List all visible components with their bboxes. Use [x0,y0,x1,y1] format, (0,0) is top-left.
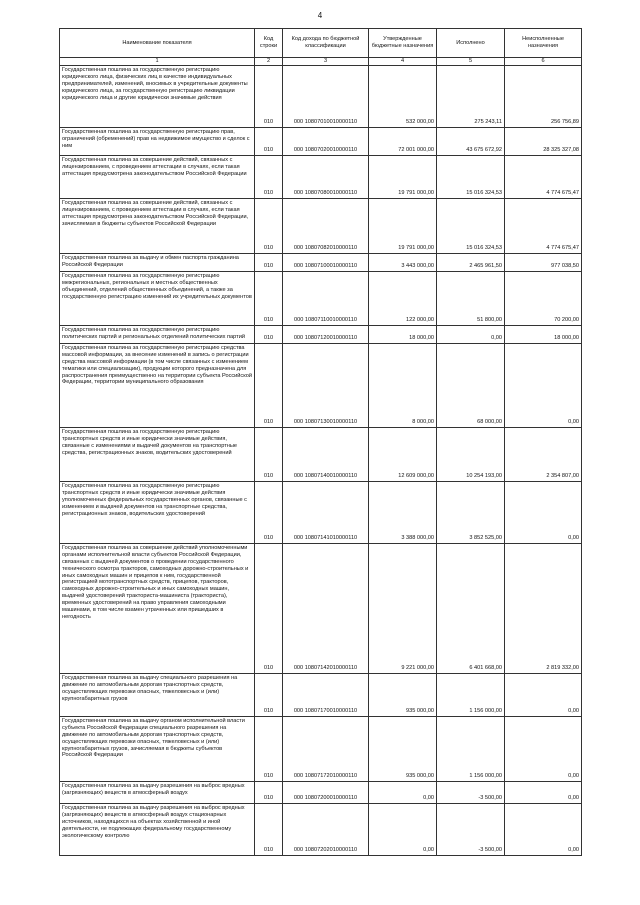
row-approved: 72 001 000,00 [369,127,437,155]
col-number: 4 [369,58,437,66]
table-row [60,803,582,855]
row-approved: 0,00 [369,781,437,803]
row-name: Государственная пошлина за государственную регистрацию прав, ограничений (обременений) прав на недвижимое имущество и сделок с ним [60,127,255,155]
row-approved: 3 388 000,00 [369,481,437,543]
row-name: Государственная пошлина за совершение действий, связанных с лицензированием, с проведением аттестации в случаях, если такая аттестация предусмотрена законодательством Российской Федерации, зачисляемая в бюджеты субъектов Российской Федерации [60,198,255,253]
row-executed: 0,00 [437,325,505,343]
row-code: 010 [255,803,283,855]
row-unexecuted: 0,00 [505,803,582,855]
row-code: 010 [255,198,283,253]
row-unexecuted: 0,00 [505,673,582,716]
table-row [60,427,582,481]
row-approved: 12 609 000,00 [369,427,437,481]
row-approved: 935 000,00 [369,716,437,781]
row-name: Государственная пошлина за совершение действий, связанных с лицензированием, с проведением аттестации в случаях, если такая аттестация предусмотрена законодательством Российской Федерации [60,155,255,198]
row-code: 010 [255,155,283,198]
row-unexecuted: 2 354 807,00 [505,427,582,481]
row-name: Государственная пошлина за выдачу и обмен паспорта гражданина Российской Федерации [60,253,255,271]
row-name: Государственная пошлина за выдачу специального разрешения на движение по автомобильным дорогам транспортных средств, осуществляющих перевозки опасных, тяжеловесных и (или) крупногабаритных грузов [60,673,255,716]
row-kbk: 000 10807080010000110 [283,155,369,198]
col-header-unexecuted: Неисполненные назначения [505,29,582,58]
row-kbk: 000 10807142010000110 [283,543,369,673]
row-kbk: 000 10807141010000110 [283,481,369,543]
row-approved: 19 791 000,00 [369,155,437,198]
row-name: Государственная пошлина за выдачу разрешения на выброс вредных (загрязняющих) веществ в атмосферный воздух [60,781,255,803]
row-code: 010 [255,65,283,127]
row-unexecuted: 256 756,89 [505,65,582,127]
col-header-kbk: Код дохода по бюджетной классификации [283,29,369,58]
table-row [60,716,582,781]
row-code: 010 [255,271,283,325]
row-approved: 532 000,00 [369,65,437,127]
row-unexecuted: 18 000,00 [505,325,582,343]
table-row [60,543,582,673]
table-row [60,155,582,198]
table-row [60,253,582,271]
row-unexecuted: 70 200,00 [505,271,582,325]
row-name: Государственная пошлина за государственную регистрацию средства массовой информации, за внесение изменений в запись о регистрации средства массовой информации (в том числе связанных с изменением тематики или специализации), продукции которого предназначена для распространения преимущественно на территории субъекта Российской Федерации, территории муниципального образования [60,343,255,427]
row-code: 010 [255,543,283,673]
row-approved: 122 000,00 [369,271,437,325]
row-name: Государственная пошлина за выдачу разрешения на выброс вредных (загрязняющих) веществ в атмосферный воздух стационарных источников, находящихся на объектах хозяйственной и иной деятельности, не подлежащих федеральному государственному экологическому контролю [60,803,255,855]
row-kbk: 000 10807100010000110 [283,253,369,271]
row-unexecuted: 4 774 675,47 [505,198,582,253]
row-name: Государственная пошлина за государственную регистрацию юридического лица, физических лиц в качестве индивидуальных предпринимателей, изменений, вносимых в учредительные документы юридического лица, за государственную регистрацию ликвидации юридического лица и другие юридически значимые действия [60,65,255,127]
col-number: 2 [255,58,283,66]
row-code: 010 [255,343,283,427]
table-row [60,65,582,127]
row-unexecuted: 28 325 327,08 [505,127,582,155]
row-name: Государственная пошлина за государственную регистрацию транспортных средств и иные юридически значимые действия уполномоченных федеральных государственных органов, связанные с изменением и выдачей документов на транспортные средства, регистрационных знаков, водительских удостоверений [60,481,255,543]
column-number-row [60,58,582,66]
row-approved: 3 443 000,00 [369,253,437,271]
table-row [60,781,582,803]
table-row [60,343,582,427]
col-header-name: Наименование показателя [60,29,255,58]
col-header-code: Код строки [255,29,283,58]
table-row [60,271,582,325]
row-executed: 43 675 672,92 [437,127,505,155]
row-name: Государственная пошлина за государственную регистрацию политических партий и региональных отделений политических партий [60,325,255,343]
row-unexecuted: 0,00 [505,481,582,543]
row-kbk: 000 10807170010000110 [283,673,369,716]
row-code: 010 [255,781,283,803]
row-kbk: 000 10807010010000110 [283,65,369,127]
row-approved: 0,00 [369,803,437,855]
row-approved: 18 000,00 [369,325,437,343]
row-approved: 8 000,00 [369,343,437,427]
row-executed: 15 016 324,53 [437,155,505,198]
row-code: 010 [255,716,283,781]
col-number: 6 [505,58,582,66]
row-approved: 19 791 000,00 [369,198,437,253]
row-executed: 3 852 525,00 [437,481,505,543]
row-executed: 2 465 961,50 [437,253,505,271]
row-kbk: 000 10807202010000110 [283,803,369,855]
table-row [60,127,582,155]
row-kbk: 000 10807130010000110 [283,343,369,427]
row-executed: -3 500,00 [437,803,505,855]
row-approved: 9 221 000,00 [369,543,437,673]
row-executed: 51 800,00 [437,271,505,325]
row-kbk: 000 10807200010000110 [283,781,369,803]
row-name: Государственная пошлина за совершение действий уполномоченными органами исполнительной власти субъектов Российской Федерации, связанных с выдачей документов о проведении государственного технического осмотра тракторов, самоходных дорожно-строительных и иных самоходных машин и прицепов к ним, государственной регистрацией мототранспортных средств, прицепов, тракторов, самоходных дорожно-строительных и иных самоходных машин, выдачей удостоверений тракториста-машиниста (тракториста), временных удостоверений на право управления самоходными машинами, в том числе взамен утраченных или пришедших в негодность [60,543,255,673]
row-kbk: 000 10807120010000110 [283,325,369,343]
row-executed: 6 401 668,00 [437,543,505,673]
revenue-table [59,28,582,856]
row-name: Государственная пошлина за выдачу органом исполнительной власти субъекта Российской Федерации специального разрешения на движение по автомобильным дорогам транспортных средств, осуществляющих перевозки опасных, тяжеловесных и (или) крупногабаритных грузов, зачисляемая в бюджеты субъектов Российской Федерации [60,716,255,781]
col-number: 3 [283,58,369,66]
row-unexecuted: 977 038,50 [505,253,582,271]
header-row [60,29,582,58]
row-executed: 275 243,11 [437,65,505,127]
row-code: 010 [255,427,283,481]
row-kbk: 000 10807082010000110 [283,198,369,253]
table-row [60,673,582,716]
row-unexecuted: 0,00 [505,343,582,427]
row-unexecuted: 2 819 332,00 [505,543,582,673]
row-executed: 10 254 193,00 [437,427,505,481]
row-executed: -3 500,00 [437,781,505,803]
row-kbk: 000 10807020010000110 [283,127,369,155]
col-header-approved: Утвержденные бюджетные назначения [369,29,437,58]
row-code: 010 [255,481,283,543]
row-executed: 15 016 324,53 [437,198,505,253]
row-unexecuted: 0,00 [505,716,582,781]
row-kbk: 000 10807172010000110 [283,716,369,781]
col-number: 5 [437,58,505,66]
row-executed: 68 000,00 [437,343,505,427]
row-name: Государственная пошлина за государственную регистрацию межрегиональных, региональных и местных общественных объединений, отделений общественных объединений, а также за государственную регистрацию изменений их учредительных документов [60,271,255,325]
page-number: 4 [317,11,323,20]
table-row [60,325,582,343]
row-code: 010 [255,127,283,155]
row-code: 010 [255,253,283,271]
table-body [60,65,582,855]
row-code: 010 [255,325,283,343]
row-approved: 935 000,00 [369,673,437,716]
row-kbk: 000 10807110010000110 [283,271,369,325]
table-row [60,198,582,253]
col-header-executed: Исполнено [437,29,505,58]
row-code: 010 [255,673,283,716]
col-number: 1 [60,58,255,66]
row-executed: 1 156 000,00 [437,716,505,781]
row-executed: 1 156 000,00 [437,673,505,716]
row-kbk: 000 10807140010000110 [283,427,369,481]
row-unexecuted: 4 774 675,47 [505,155,582,198]
table-row [60,481,582,543]
row-unexecuted: 0,00 [505,781,582,803]
row-name: Государственная пошлина за государственную регистрацию транспортных средств и иные юридически значимые действия, связанные с изменениями и выдачей документов на транспортные средства, регистрационных знаков, водительских удостоверений [60,427,255,481]
